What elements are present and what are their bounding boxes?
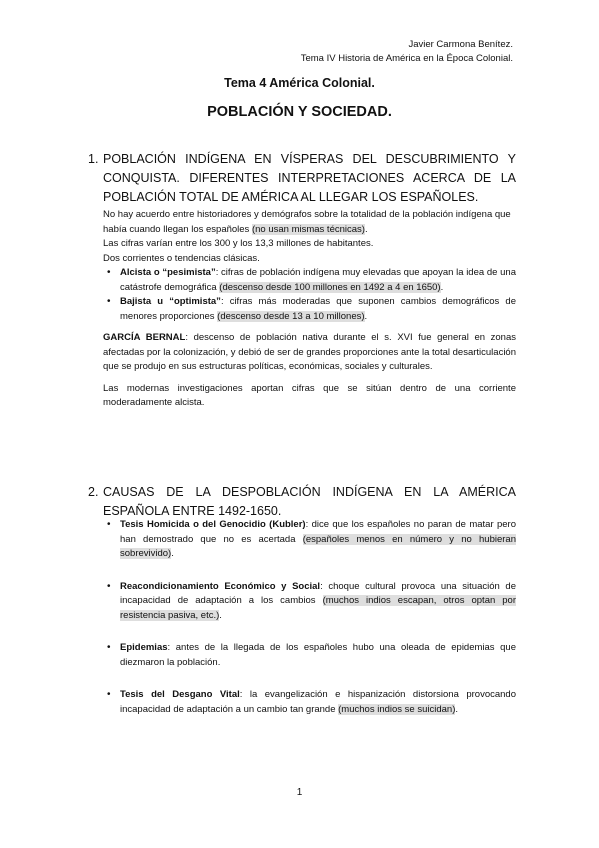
- bullet-highlight: (descenso desde 13 a 10 millones): [217, 310, 365, 322]
- bullet-label: Alcista o “pesimista”: [120, 267, 216, 278]
- bullet-end: .: [455, 703, 459, 715]
- page-header: [301, 38, 513, 65]
- list-item: [103, 688, 516, 717]
- garcia-bernal-paragraph: [103, 331, 516, 375]
- bullet-text: : la evangelización e hispanización distorsiona provocando incapacidad de adaptación a un cambio tan grande: [120, 689, 516, 715]
- bullet-label: Tesis Homicida o del Genocidio (Kubler): [120, 519, 306, 530]
- header-author: Javier Carmona Benítez.: [408, 39, 513, 50]
- bullet-text: : cifras más moderadas que suponen cambios demográficos de menores proporciones: [120, 296, 516, 322]
- garcia-bernal-label: GARCÍA BERNAL: [103, 332, 186, 343]
- page-number: 1: [296, 787, 303, 798]
- section-1-range: Las cifras varían entre los 300 y los 13,3 millones de habitantes.: [103, 238, 374, 249]
- bullet-end: .: [364, 310, 368, 322]
- section-1-heading: [88, 150, 516, 207]
- bullet-text: : antes de la llegada de los españoles hubo una oleada de epidemias que diezmaron la población.: [120, 642, 516, 668]
- bullet-highlight: (descenso desde 100 millones en 1492 a 4 en 1650): [219, 281, 441, 293]
- section-1-trends: Dos corrientes o tendencias clásicas.: [103, 252, 260, 264]
- modern-research-paragraph: Las modernas investigaciones aportan cifras que se sitúan dentro de una corriente moderadamente alcista.: [103, 382, 516, 408]
- section-1-heading-text: POBLACIÓN INDÍGENA EN VÍSPERAS DEL DESCUBRIMIENTO Y CONQUISTA. DIFERENTES INTERPRETACIONES ACERCA DE LA POBLACIÓN TOTAL DE AMÉRICA AL LLEGAR LOS ESPAÑOLES.: [103, 152, 516, 204]
- bullet-end: .: [171, 548, 174, 559]
- bullet-text: : choque cultural provoca una situación de incapacidad de adaptación a los cambios: [120, 580, 516, 606]
- section-2-bullet-list: [103, 518, 516, 717]
- header-course: Tema IV Historia de América en la Época Colonial.: [300, 52, 513, 64]
- section-1-bullet-list: [103, 266, 516, 324]
- bullet-label: Tesis del Desgano Vital: [120, 689, 240, 700]
- bullet-highlight: (muchos indios se suicidan): [338, 703, 456, 715]
- garcia-bernal-text: : descenso de población nativa durante el s. XVI fue general en zonas afectadas por la colonización, y debió de ser de grandes proporciones ante la total desarticulación que se produjo en sus estructuras políticas, económicas, sociales y culturales.: [103, 332, 516, 372]
- intro-highlight: (no usan mismas técnicas): [251, 223, 365, 235]
- list-item: [103, 641, 516, 670]
- section-2-number: 2.: [88, 485, 99, 499]
- section-2-body: [103, 518, 516, 735]
- bullet-highlight: (muchos indios escapan, otros optan por resistencia pasiva, etc.): [120, 595, 516, 621]
- bullet-label: Reacondicionamiento Económico y Social: [120, 580, 321, 592]
- bullet-highlight: (españoles menos en número y no hubieran sobrevivido): [120, 533, 516, 559]
- section-2-heading-text: CAUSAS DE LA DESPOBLACIÓN INDÍGENA EN LA AMÉRICA ESPAÑOLA ENTRE 1492-1650.: [103, 485, 516, 518]
- list-item: [103, 266, 516, 295]
- list-item: [103, 518, 516, 562]
- bullet-label: Bajista u “optimista”: [120, 296, 221, 307]
- bullet-end: .: [440, 281, 444, 293]
- list-item: [103, 295, 516, 324]
- bullet-text: : dice que los españoles no paran de matar pero han demostrado que no es acertada: [120, 519, 516, 545]
- section-1-number: 1.: [88, 152, 99, 166]
- intro-text: No hay acuerdo entre historiadores y demógrafos sobre la totalidad de la población indígena que había cuando llegan los españoles: [103, 209, 511, 235]
- bullet-text: : cifras de población indígena muy elevadas que apoyan la idea de una catástrofe demográfica: [120, 267, 516, 293]
- section-2-heading: [88, 483, 516, 521]
- intro-end: .: [364, 223, 368, 235]
- bullet-end: .: [219, 609, 222, 621]
- section-1-intro: [103, 208, 516, 237]
- document-subtitle: POBLACIÓN Y SOCIEDAD.: [207, 104, 392, 120]
- section-1-body: [103, 208, 516, 411]
- bullet-label: Epidemias: [120, 642, 168, 653]
- document-title: Tema 4 América Colonial.: [224, 76, 375, 90]
- list-item: [103, 580, 516, 624]
